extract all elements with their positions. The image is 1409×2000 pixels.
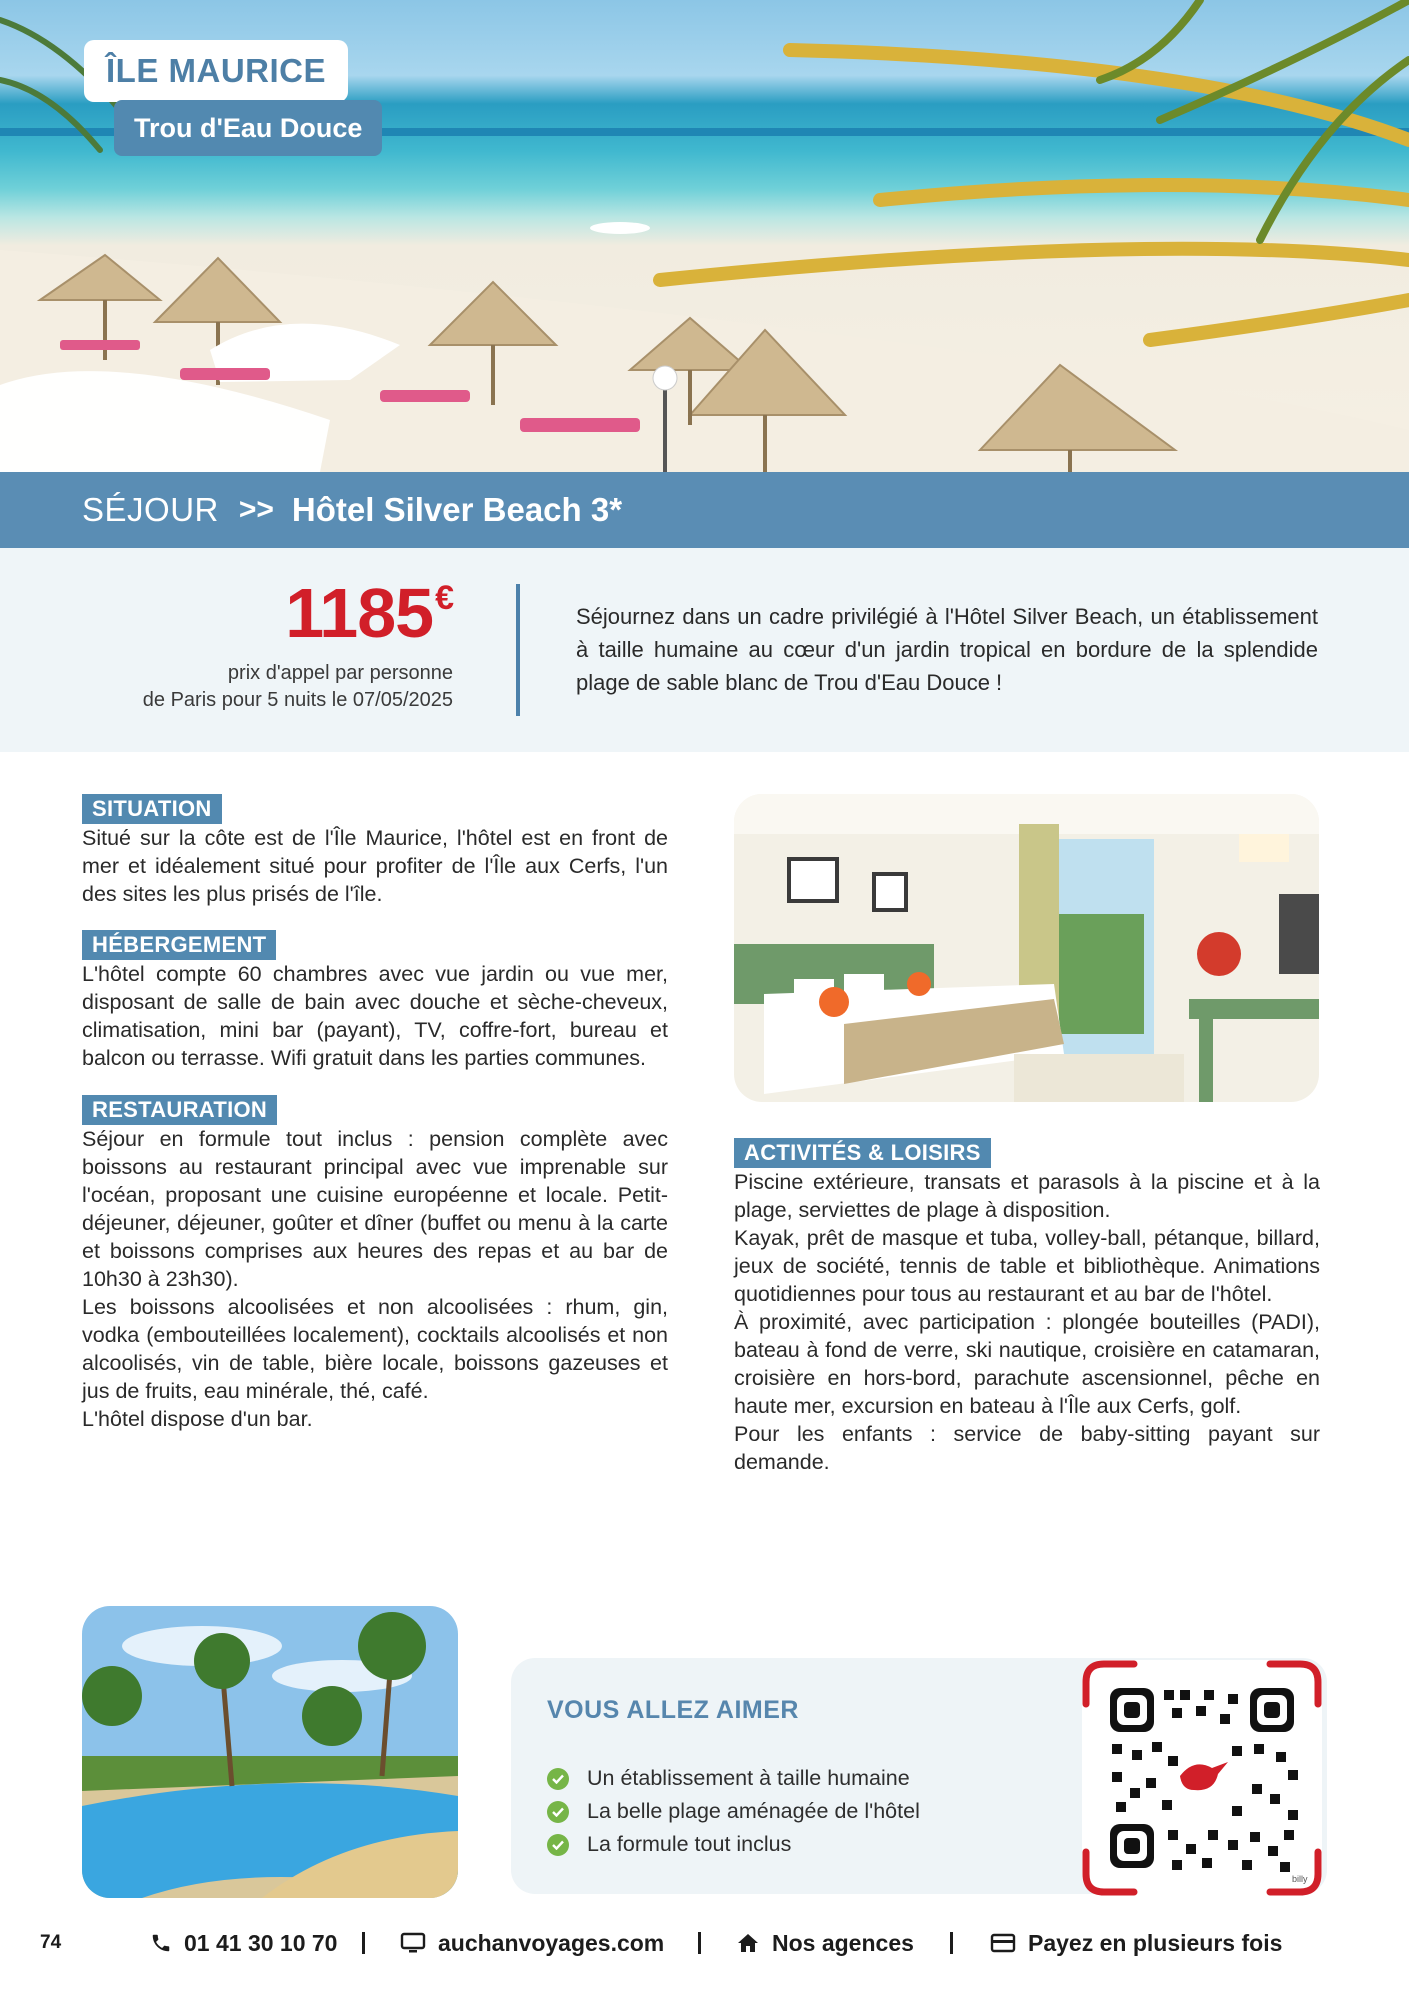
check-circle-icon [547, 1834, 569, 1856]
footer-agencies[interactable] [736, 1930, 914, 1957]
footer-phone[interactable] [150, 1930, 337, 1957]
offer-category: SÉJOUR [82, 491, 219, 528]
payment-link: Payez en plusieurs fois [1028, 1929, 1283, 1956]
activites-text [734, 1168, 1320, 1476]
footer-separator [698, 1932, 701, 1954]
qr-code[interactable] [1082, 1660, 1322, 1896]
credit-card-icon [990, 1933, 1016, 1953]
activites-label: ACTIVITÉS & LOISIRS [734, 1138, 991, 1168]
hotel-intro-text: Séjournez dans un cadre privilégié à l'Hôtel Silver Beach, un établissement à taille humaine au cœur d'un jardin tropical en bordure de la splendide plage de sable blanc de Trou d'Eau Douce ! [576, 604, 1318, 695]
hero-image [0, 0, 1409, 472]
price-note-line-1: prix d'appel par personne [227, 662, 453, 684]
hebergement-text: L'hôtel compte 60 chambres avec vue jardin ou vue mer, disposant de salle de bain avec douche et sèche-cheveux, climatisation, mini bar (payant), TV, coffre-fort, bureau et balcon ou terrasse. Wifi gratuit dans les parties communes. [82, 962, 668, 1070]
highlight-text: Un établissement à taille humaine [587, 1766, 910, 1790]
hebergement-section [82, 930, 668, 1072]
footer-separator [362, 1932, 365, 1954]
agencies-link: Nos agences [772, 1929, 914, 1956]
hebergement-label: HÉBERGEMENT [82, 930, 276, 960]
price-block [142, 574, 453, 714]
monitor-icon [400, 1932, 426, 1954]
vertical-divider [516, 584, 520, 716]
price-amount: 1185€ [285, 574, 453, 652]
price-band [0, 548, 1409, 752]
pool-photo [82, 1606, 458, 1898]
restauration-section [82, 1095, 668, 1433]
situation-text: Situé sur la côte est de l'Île Maurice, l'hôtel est en front de mer et idéalement situé pour profiter de l'Île aux Cerfs, l'un des sites les plus prisés de l'île. [82, 826, 668, 906]
phone-number: 01 41 30 10 70 [184, 1929, 338, 1956]
destination-city-tag: Trou d'Eau Douce [114, 100, 382, 156]
restauration-text [82, 1125, 668, 1433]
situation-section [82, 794, 668, 908]
restauration-paragraph: L'hôtel dispose d'un bar. [82, 1407, 313, 1431]
highlight-text: La belle plage aménagée de l'hôtel [587, 1799, 920, 1823]
activites-paragraph: Piscine extérieure, transats et parasols à la piscine et à la plage, serviettes de plage à disposition. [734, 1170, 1320, 1222]
restauration-paragraph: Séjour en formule tout inclus : pension complète avec boissons au restaurant principal avec vue imprenable sur l'océan, proposant une cuisine européenne et locale. Petit-déjeuner, déjeuner, goûter et dîner (buffet ou menu à la carte et boissons comprises aux heures des repas et au bar de 10h30 à 23h30). [82, 1127, 668, 1291]
offer-title-bar [0, 472, 1409, 548]
highlight-text: La formule tout inclus [587, 1832, 792, 1856]
highlight-item [547, 1828, 920, 1861]
phone-icon [150, 1932, 172, 1954]
website-link: auchanvoyages.com [438, 1929, 665, 1956]
highlights-list [547, 1762, 920, 1861]
check-circle-icon [547, 1768, 569, 1790]
qr-caption: billy [1292, 1874, 1308, 1884]
highlights-title: VOUS ALLEZ AIMER [547, 1696, 799, 1724]
situation-label: SITUATION [82, 794, 222, 824]
currency-symbol: € [435, 579, 453, 617]
activites-section [734, 1138, 1320, 1476]
activites-paragraph: À proximité, avec participation : plongée bouteilles (PADI), bateau à fond de verre, ski nautique, croisière en catamaran, croisière en hors-bord, parachute ascensionnel, pêche en haute mer, excursion en bateau à l'Île aux Cerfs, golf. [734, 1310, 1320, 1418]
highlight-item [547, 1762, 920, 1795]
price-note-line-2: de Paris pour 5 nuits le 07/05/2025 [142, 689, 453, 711]
restauration-paragraph: Les boissons alcoolisées et non alcoolisées : rhum, gin, vodka (embouteillées localement), cocktails alcoolisés et non alcoolisés, vin de table, bière locale, boissons gazeuses et jus de fruits, eau minérale, thé, café. [82, 1295, 668, 1403]
restauration-label: RESTAURATION [82, 1095, 277, 1125]
activites-paragraph: Pour les enfants : service de baby-sitting payant sur demande. [734, 1422, 1320, 1474]
page-number: 74 [40, 1932, 62, 1953]
check-circle-icon [547, 1801, 569, 1823]
footer-payment[interactable] [990, 1930, 1282, 1957]
footer-website[interactable] [400, 1930, 664, 1957]
activites-paragraph: Kayak, prêt de masque et tuba, volley-ball, pétanque, billard, jeux de société, tennis de table et bibliothèque. Animations quotidiennes pour tous au restaurant et au bar de l'hôtel. [734, 1226, 1320, 1306]
chevrons-right-icon: >> [238, 493, 274, 526]
highlight-item [547, 1795, 920, 1828]
hotel-name: Hôtel Silver Beach 3* [291, 491, 623, 528]
home-icon [736, 1932, 760, 1954]
hotel-room-photo [734, 794, 1319, 1102]
destination-country-tag: ÎLE MAURICE [84, 40, 348, 102]
page-footer [0, 1918, 1409, 1968]
price-note [143, 660, 453, 714]
footer-separator [950, 1932, 953, 1954]
